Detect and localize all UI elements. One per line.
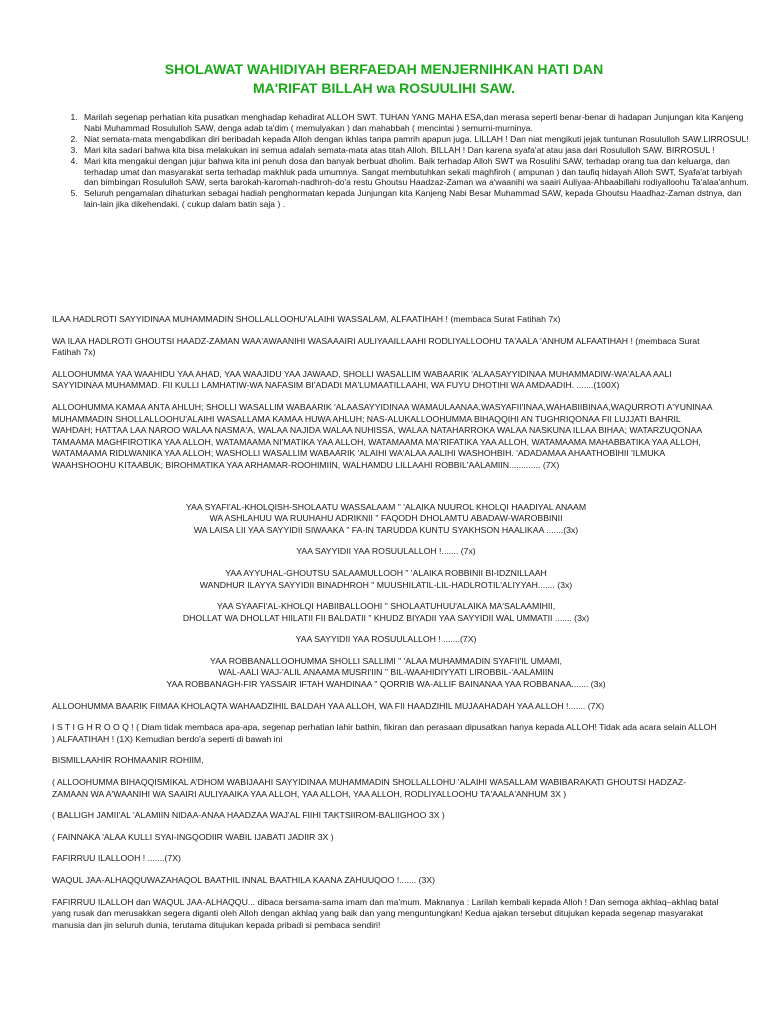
istighrooq-paragraph: I S T I G H R O O Q ! ( Diam tidak membaca apa-apa, segenap perhatian lahir bathin, fikiran dan perasaan dipusatkan hanya kepada ALLOH! Tidak ada acara selain ALLOH ) ALFAATIHAH ! (1X) Kemudian berdo'a seperti di bawah ini [52, 722, 717, 744]
bismillah-paragraph: BISMILLAAHIR ROHMAANIR ROHIIM, [52, 755, 204, 766]
centered-verse-6 [52, 656, 720, 691]
verse-line: YAA SYAFI'AL-KHOLQISH-SHOLAATU WASSALAAM " 'ALAIKA NUUROL KHOLQI HAADIYAL ANAAM [185, 501, 587, 512]
spacer [52, 482, 720, 502]
centered-verse-4 [52, 601, 720, 624]
verse-line: WA ASHLAHUU WA RUUHAHU ADRIKNII " FAQODH DHOLAMTU ABADAW-WAROBBINII [209, 513, 563, 524]
centered-verse-1 [52, 502, 720, 537]
verse-line: YAA AYYUHAL-GHOUTSU SALAAMULLOOH " 'ALAIKA ROBBINII BI-IDZNILLAAH [225, 567, 547, 578]
doa-paragraph-1: ( ALLOOHUMMA BIHAQQISMIKAL A'DHOM WABIJAAHI SAYYIDINAA MUHAMMADIN SHOLLALLOHU 'ALAIHI WASALLAM WABIBARAKATI GHOUTSI HADZAZ-ZAMAAN WA A'WAANIHI WA SAAIRI AULIYAAIKA YAA ALLOH, YAA ALLOH, YAA ALLOH, RODLIYALLOOHU TA'AALA'ANHUM 3X ) [52, 777, 687, 799]
intro-item: 5. Seluruh pengamalan dihaturkan sebagai hadiah penghormatan kepada Junjungan kita Kanjeng Nabi Besar Muhammad SAW, kepada Ghoutsu Haadhaz-Zaman dstnya, dan lain-lain jika dikehendaki. ( cukup dalam batin saja ) . [80, 188, 750, 210]
intro-list [52, 112, 750, 210]
verse-line: WAL-AALI WAJ-'ALIL ANAAMA MUSRI'IIN " BIL-WAAHIDIYYATI LIROBBIL-'AALAMIIN [218, 667, 554, 678]
sholawat-paragraph-1: ALLOOHUMMA YAA WAAHIDU YAA AHAD, YAA WAAJIDU YAA JAWAAD, SHOLLI WASALLIM WABAARIK 'ALAASAYYIDINAA MUHAMMADIW-WA'ALAA AALI SAYYIDINAA MUHAMMAD. FII KULLI LAMHATIW-WA NAFASIM BI'ADADI MA'LUMAATILLAAHI, WA FUYU DHOTIHI WA AMDAADIH. .......(100X) [52, 368, 672, 391]
explanation-paragraph: FAFIRRUU ILALLOH dan WAQUL JAA-ALHAQQU... dibaca bersama-sama imam dan ma'mum. Maknanya : Larilah kembali kepada Alloh ! Dan semoga akhlaq–akhlaq batal yang rusak dan merusakkan segera diganti oleh Alloh dengan akhlaq yang baik dan yang menguntungkan! Kedua ajakan tersebut ditujukan kepada segenap masyarakat manusia dan jin seluruh dunia, terutama ditujukan kepada pribadi si pembaca sendiri! [52, 896, 719, 930]
title-line-2: MA'RIFAT BILLAH wa ROSUULIHI SAW. [252, 80, 516, 96]
title-line-1: SHOLAWAT WAHIDIYAH BERFAEDAH MENJERNIHKAN HATI DAN [164, 61, 604, 77]
prayer-body [52, 314, 720, 941]
doa-paragraph-3: ( FAINNAKA 'ALAA KULLI SYAI-INGQODIIR WABIL IJABATI JADIIR 3X ) [52, 831, 334, 842]
centered-verse-2 [52, 546, 720, 558]
verse-line: YAA SAYYIDII YAA ROSUULALLOH !....... (7x) [296, 546, 476, 557]
centered-verse-3 [52, 568, 720, 591]
verse-line: YAA SYAAFI'AL-KHOLQI HABIIBALLOOHI " SHOLAATUHUU'ALAIKA MA'SALAAMIHII, [216, 601, 556, 612]
document-title [0, 60, 768, 98]
fatihah-paragraph-1: ILAA HADLROTI SAYYIDINAA MUHAMMADIN SHOLLALLOOHU'ALAIHI WASSALAM, ALFAATIHAH ! (membaca Surat Fatihah 7x) [52, 314, 561, 324]
fatihah-paragraph-2: WA ILAA HADLROTI GHOUTSI HAADZ-ZAMAN WAA'AWAANIHI WASAAAIRI AULIYAAILLAAHI RODLIYALLOOHU TA'AALA 'ANHUM ALFAATIHAH ! (membaca Surat Fatihah 7x) [52, 335, 700, 358]
intro-item: 3. Mari kita sadari bahwa kita bisa melakukan ini semua adalah semata-mata atas titah Alloh. BILLAH ! Dan karena syafa'at atau jasa dari Rosululloh SAW. BIRROSUL ! [80, 145, 750, 156]
sholawat-paragraph-2: ALLOOHUMMA KAMAA ANTA AHLUH; SHOLLI WASALLIM WABAARIK 'ALAASAYYIDINAA WAMAULAANAA,WASYAFII'INAA,WAHABIIBINAA,WAQURROTI A'YUNINAA MUHAMMADIN SHOLLALLOOHU'ALAIHI WASALLAMA KAMAA HUWA AHLUH; NAS-ALUKALLOOHUMMA BIHAQQIHI AN TUGHRIQONAA FII LUJJATI BAHRIL WAHDAH; HATTAA LAA NAROO WALAA NASMA'A, WALAA NAJIDA WALAA NUHISSA, WALAA NATAHARROKA WALAA NASKUNA ILLAA BIHAA; WATARZUQONAA TAMAAMA MAGHFIROTIKA YAA ALLOH, WATAMAAMA NI'MATIKA YAA ALLOH, WATAMAAMA MA'RIFATIKA YAA ALLOH, WATAMAAMA MAHABBATIKA YAA ALLOH, WATAMAAMA RIDLWANIKA YAA ALLOH; WASHOLLI WASALLIM WABAARIK 'ALAIHI WA'ALAA AALIHI WASHOHBIH. 'ADADAMAA AHAATHOBIHII 'ILMUKA WAAHSHOOHU KITAABUK; BIROHMATIKA YAA ARHAMAR-ROOHIMIIN, WALHAMDU LILLAAHI ROBBIL'AALAMIIN............. (7X) [52, 401, 713, 470]
barik-paragraph: ALLOOHUMMA BAARIK FIIMAA KHOLAQTA WAHAADZIHIL BALDAH YAA ALLOH, WA FII HAADZIHIL MUJAAHADAH YAA ALLOH !....... (7X) [52, 700, 605, 711]
verse-line: YAA SAYYIDII YAA ROSUULALLOH ! .......(7X) [295, 634, 477, 645]
verse-line: DHOLLAT WA DHOLLAT HIILATII FII BALDATII " KHUDZ BIYADII YAA SAYYIDII WAL UMMATII ....... (3x) [182, 612, 590, 623]
verse-line: YAA ROBBANAGH-FIR YASSAIR IFTAH WAHDINAA " QORRIB WA-ALLIF BAINANAA YAA ROBBANAA....... (3x) [166, 679, 606, 690]
verse-line: WANDHUR ILAYYA SAYYIDII BINADHROH " MUUSHILATIL-LIL-HADLROTIL'ALIYYAH....... (3x) [199, 579, 573, 590]
verse-line: WA LAISA LII YAA SAYYIDII SIWAAKA " FA-IN TARUDDA KUNTU SYAKHSON HAALIKAA .......(3x) [193, 524, 579, 535]
intro-item: 4. Mari kita mengakui dengan jujur bahwa kita ini penuh dosa dan banyak berbuat dholim. Baik terhadap Alloh SWT wa Rosulihi SAW, terhadap orang tua dan keluarga, dan terhadap umat dan masyarakat serta terhadap makhluk pada umumnya. Sangat membutuhkan sekali maghfiroh ( ampunan ) dan taufiq hidayah Alloh SWT, Syafa'at tarbiyah dan bimbingan Rosululloh SAW, serta barokah-karomah-nadhroh-do'a restu Ghoutsu Haadzaz-Zaman wa a'waanihi wa saairi Auliyaa-Ahbaabillahi rodiyalloohu Ta'alaa'anhum. [80, 156, 750, 189]
centered-verse-5 [52, 634, 720, 646]
fafirruu-paragraph: FAFIRRUU ILALLOOH ! .......(7X) [52, 853, 181, 864]
intro-item: 1. Marilah segenap perhatian kita pusatkan menghadap kehadirat ALLOH SWT. TUHAN YANG MAHA ESA,dan merasa seperti benar-benar di hadapan Junjungan kita Kanjeng Nabi Muhammad Rosululloh SAW, denga adab ta'dim ( memulyakan ) dan mahabbah ( mencintai ) semurni-murninya. [80, 112, 750, 134]
verse-line: YAA ROBBANALLOOHUMMA SHOLLI SALLIMI " 'ALAA MUHAMMADIN SYAFII'IL UMAMI, [210, 655, 562, 666]
doa-paragraph-2: ( BALLIGH JAMII'AL 'ALAMIIN NIDAA-ANAA HAADZAA WAJ'AL FIIHI TAKTSIIROM-BALIIGHOO 3X ) [52, 810, 445, 821]
waqul-paragraph: WAQUL JAA-ALHAQQUWAZAHAQOL BAATHIL INNAL BAATHILA KAANA ZAHUUQOO !....... (3X) [52, 875, 435, 885]
intro-item: 2. Niat semata-mata mengabdikan diri beribadah kepada Alloh dengan ikhlas tanpa pamrih apapun juga. LILLAH ! Dan niat mengikuti jejak tuntunan Rosululloh SAW.LIRROSUL! [80, 134, 750, 145]
